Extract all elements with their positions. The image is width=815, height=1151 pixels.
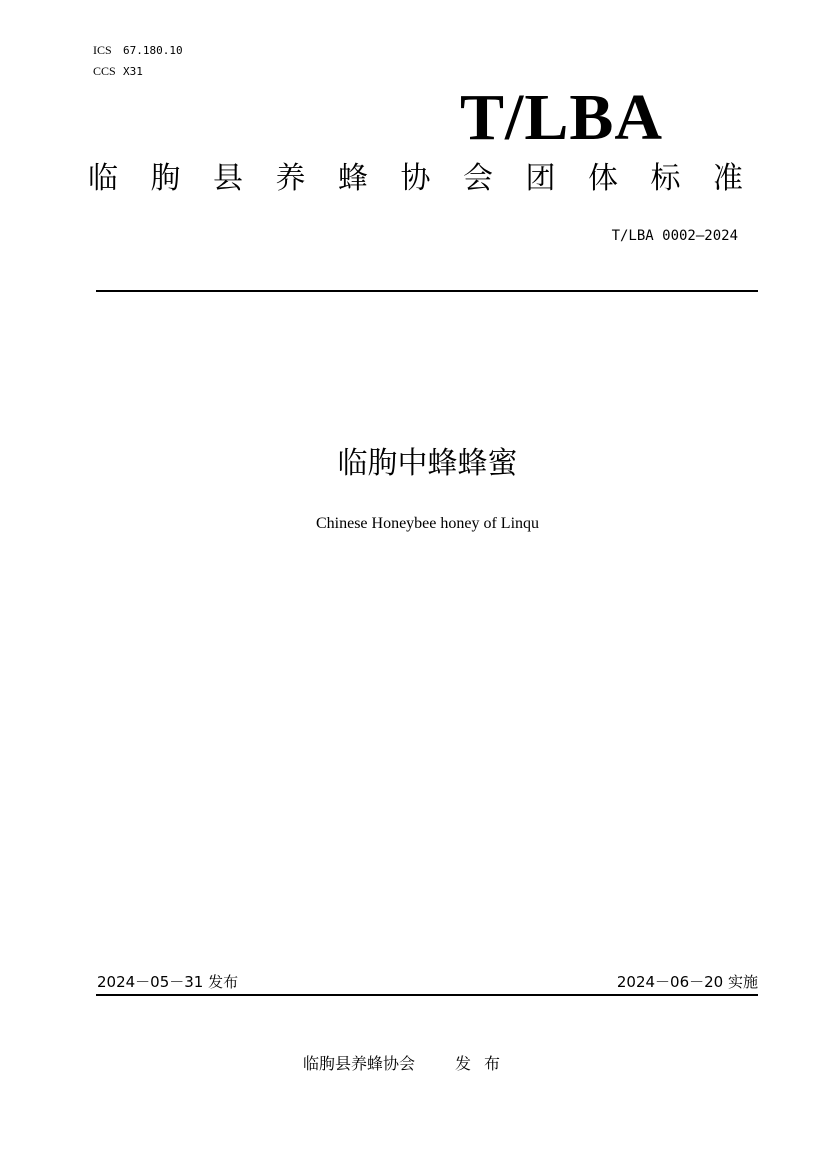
implement-date: 2024－06－20 实施 [616, 973, 758, 991]
org-title-char: 协 [400, 161, 431, 196]
ics-value: 67.180.10 [123, 44, 183, 57]
org-title-char: 准 [713, 161, 743, 196]
ccs-value: X31 [123, 65, 143, 78]
standard-logo: T/LBA [460, 81, 664, 154]
ics-label: ICS [93, 43, 112, 57]
bottom-divider [96, 994, 758, 996]
ccs-label: CCS [93, 64, 116, 78]
org-title-char: 会 [463, 161, 493, 196]
org-title-char: 养 [275, 161, 306, 196]
document-title-english: Chinese Honeybee honey of Linqu [315, 515, 540, 532]
org-title-char: 县 [213, 161, 243, 196]
publisher-verb: 发布 [455, 1054, 514, 1073]
publisher-line [303, 1053, 513, 1075]
top-divider [96, 290, 758, 292]
standard-number: T/LBA 0002—2024 [611, 228, 738, 244]
classification-codes [93, 40, 183, 82]
org-title-char: 团 [525, 161, 556, 196]
organization-standard-title [88, 157, 768, 201]
ics-line [93, 40, 183, 61]
document-title-chinese: 临朐中蜂蜂蜜 [337, 446, 518, 481]
publisher-org: 临朐县养蜂协会 [303, 1054, 416, 1073]
org-title-char: 标 [650, 161, 681, 196]
org-title-char: 体 [588, 161, 618, 196]
org-title-char: 蜂 [338, 161, 368, 196]
ccs-line [93, 61, 183, 82]
publish-date: 2024－05－31 发布 [97, 973, 239, 991]
org-title-char: 朐 [150, 161, 181, 196]
org-title-char: 临 [88, 161, 118, 196]
